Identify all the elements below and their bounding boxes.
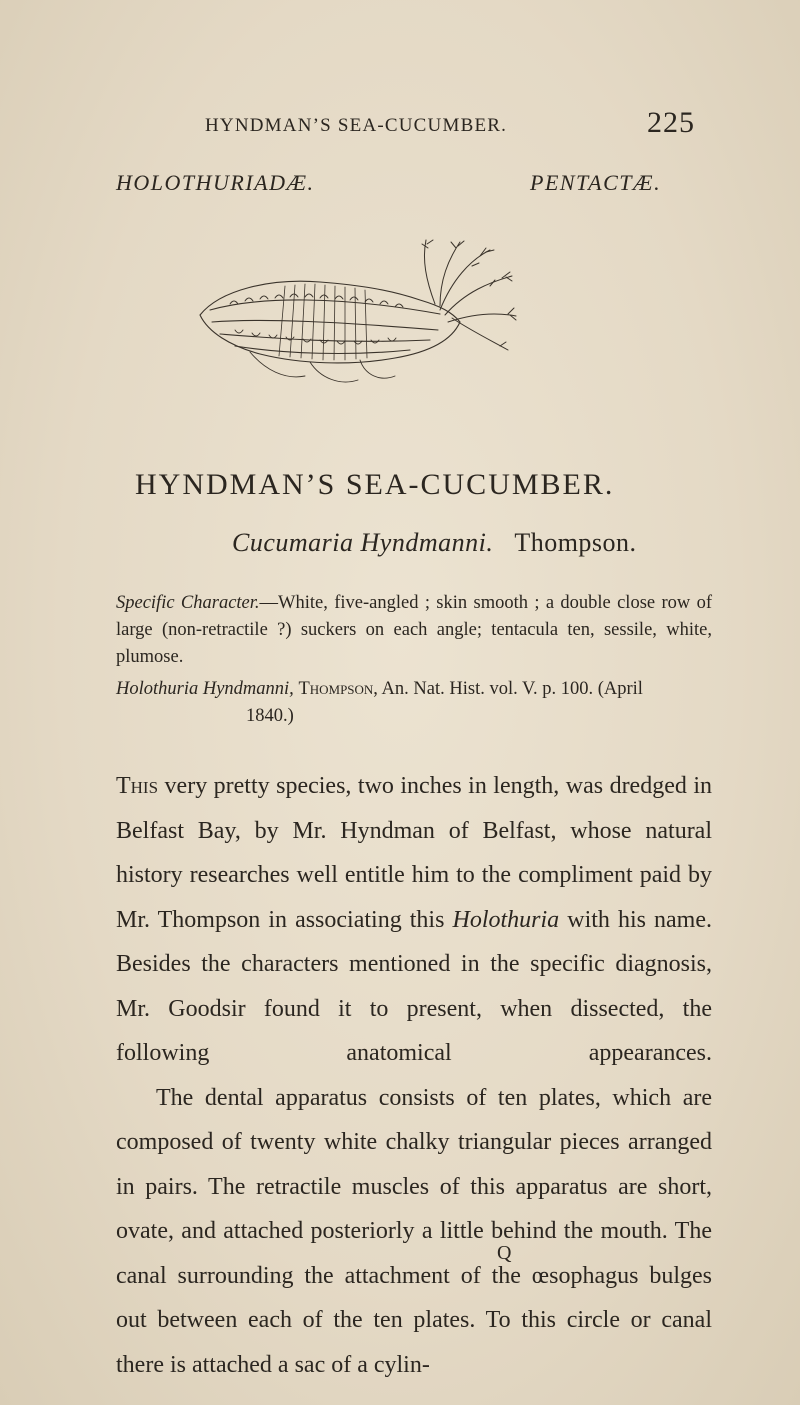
paragraph-1-text-b: with his name. Besides the characters mentioned in the specific diagnosis, Mr. Goodsir found it to present, when dissected, the following anatomical appearances. <box>116 906 713 1066</box>
page-number: 225 <box>647 106 695 139</box>
family-heading: HOLOTHURIADÆ. <box>116 170 315 195</box>
running-title: HYNDMAN’S SEA-CUCUMBER. <box>205 115 508 136</box>
sea-cucumber-engraving <box>190 230 520 395</box>
signature-mark: Q <box>497 1242 512 1264</box>
specific-character-text: —White, five-angled ; skin smooth ; a double close row of large (non-retractile ?) suckers on each angle; tentacula ten, sessile, white, plumose. <box>116 593 712 667</box>
synonym-citation: An. Nat. Hist. vol. V. p. 100. (April <box>381 679 643 699</box>
genus-name: Holothuria <box>452 906 560 933</box>
drop-word: This <box>116 773 159 799</box>
tribe-heading: PENTACTÆ. <box>530 170 662 195</box>
paragraph-1-text-a: very pretty species, two inches in length, was dredged in Belfast Bay, by Mr. Hyndman of Belfast, whose natural history researches well entitle him to the compliment paid by Mr. Thompson in associating this <box>116 773 713 933</box>
article-title: HYNDMAN’S SEA-CUCUMBER. <box>135 468 615 501</box>
specific-character <box>116 590 712 671</box>
synonymy <box>116 676 712 730</box>
paragraph-2: The dental apparatus consists of ten plates, which are composed of twenty white chalky triangular pieces arranged in pairs. The retractile muscles of this apparatus are short, ovate, and attached posteriorly a little behind the mouth. The canal surrounding the attachment of the œsophagus bulges out between each of the ten plates. To this circle or canal there is attached a sac of a cylin- <box>116 1084 712 1378</box>
specific-character-label: Specific Character. <box>116 593 260 613</box>
species-name-line <box>232 528 637 558</box>
synonym-citation-cont: 1840.) <box>246 706 294 726</box>
synonym-name: Holothuria Hyndmanni, <box>116 679 294 699</box>
species-binomial: Cucumaria Hyndmanni. <box>232 528 494 557</box>
species-author: Thompson. <box>514 528 637 557</box>
paragraph-1 <box>116 764 712 1076</box>
synonym-author: Thompson, <box>298 679 378 699</box>
body-text <box>116 764 712 1387</box>
